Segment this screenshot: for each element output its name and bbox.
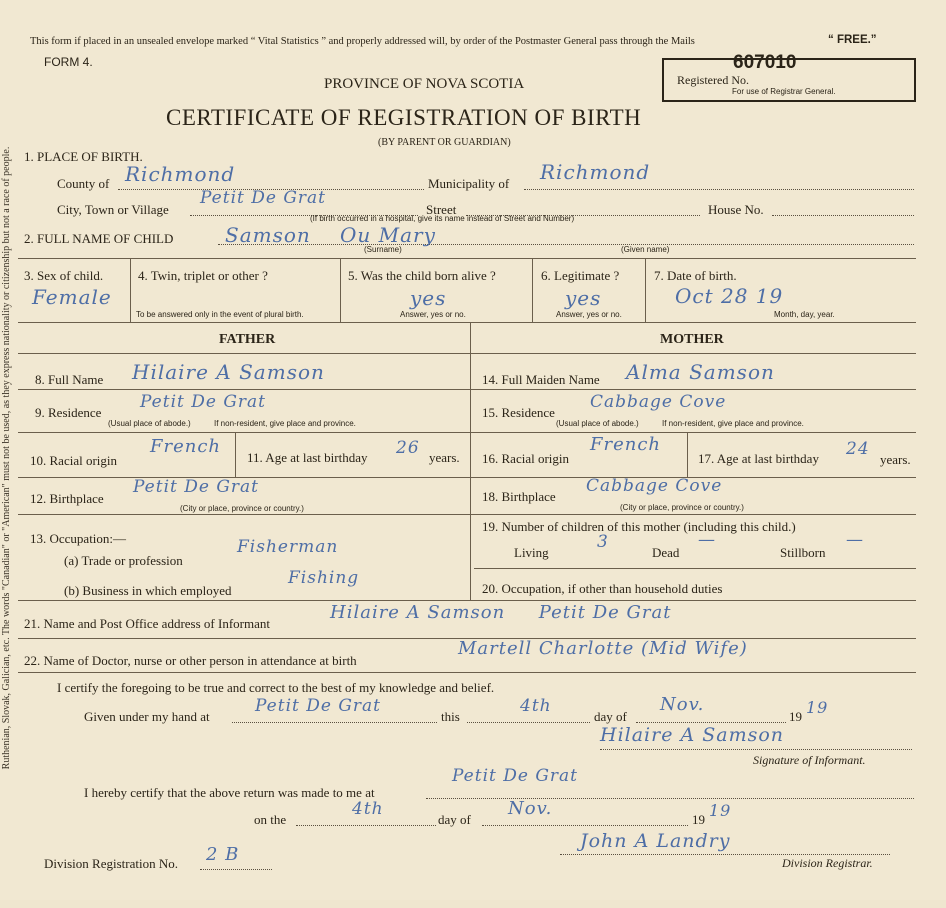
mother-name-value: Alma Samson [626,360,775,384]
province-heading: PROVINCE OF NOVA SCOTIA [324,76,525,92]
given-month-value: Nov. [660,694,705,715]
year-2-label: 19 [692,812,705,827]
municipality-value: Richmond [540,160,651,184]
registrar-signature: John A Landry [580,830,731,852]
dob-value: Oct 28 19 [675,284,784,308]
certificate-subtitle: (BY PARENT OR GUARDIAN) [378,137,511,148]
divider [130,258,131,322]
house-label: House No. [708,202,764,217]
doctor-label: 22. Name of Doctor, nurse or other person in attendance at birth [24,653,357,668]
division-no-label: Division Registration No. [44,856,178,871]
father-racial-value: French [150,436,222,457]
dead-value: — [698,530,716,550]
field-line [482,825,688,826]
informant-value: Hilaire A Samson Petit De Grat [330,602,672,623]
rule [18,258,916,259]
occupation-label: 13. Occupation:— [30,531,127,546]
street-label: Street [426,202,457,217]
field-line [200,869,272,870]
father-name-label: 8. Full Name [35,372,104,387]
rule [18,389,916,390]
rule [18,600,916,601]
year-label: 19 [789,709,802,724]
father-years-label: years. [429,450,460,465]
father-residence-value: Petit De Grat [140,392,267,412]
municipality-label: Municipality of [428,176,510,191]
father-abode-note: (Usual place of abode.) [108,419,191,428]
registered-number: 607010 [733,52,797,73]
given-name-value: Ou Mary [340,223,436,247]
alive-note: Answer, yes or no. [400,310,466,319]
mother-name-label: 14. Full Maiden Name [482,372,600,387]
father-age-label: 11. Age at last birthday [247,450,368,465]
return-month-value: Nov. [508,798,553,819]
hereby-label: I hereby certify that the above return was made to me at [84,785,375,800]
full-name-line [218,244,914,245]
children-label: 19. Number of children of this mother (including this child.) [482,519,796,534]
mother-heading: MOTHER [660,332,724,347]
mother-occupation-label: 20. Occupation, if other than household duties [482,581,723,596]
mother-city-note: (City or place, province or country.) [620,503,744,512]
rule [18,432,916,433]
certificate-title: CERTIFICATE OF REGISTRATION OF BIRTH [166,105,642,130]
house-line [772,215,914,216]
twin-label: 4. Twin, triplet or other ? [138,268,268,283]
divider [470,322,471,600]
city-value: Petit De Grat [200,188,327,208]
surname-value: Samson [225,223,311,247]
father-residence-label: 9. Residence [35,405,102,420]
mail-free: “ FREE.” [828,34,877,46]
stillborn-value: — [846,530,864,550]
day-of-2-label: day of [438,812,471,827]
divider [340,258,341,322]
divider [532,258,533,322]
dob-label: 7. Date of birth. [654,268,737,283]
county-value: Richmond [125,162,236,186]
division-no-value: 2 B [206,844,240,865]
mother-racial-label: 16. Racial origin [482,451,570,466]
divider [687,432,688,477]
mother-abode-note: (Usual place of abode.) [556,419,639,428]
living-label: Living [514,545,549,560]
rule [18,672,916,673]
return-day-value: 4th [352,799,384,819]
field-line [636,722,786,723]
given-name-caption: (Given name) [621,245,670,254]
given-day-value: 4th [520,696,552,716]
business-value: Fishing [288,568,360,588]
mother-nonres-note: If non-resident, give place and province. [662,419,804,428]
informant-label: 21. Name and Post Office address of Informant [24,616,270,631]
father-age-value: 26 [396,438,420,458]
legitimate-value: yes [565,286,602,310]
place-of-birth-label: 1. PLACE OF BIRTH. [24,149,143,164]
trade-label: (a) Trade or profession [64,553,183,568]
division-registrar-caption: Division Registrar. [782,856,873,870]
this-label: this [441,709,460,724]
municipality-line [524,189,914,190]
mother-age-value: 24 [846,439,870,459]
father-heading: FATHER [219,332,276,347]
return-year-value: 19 [709,801,732,820]
rule [18,514,916,515]
mother-racial-value: French [590,434,662,455]
field-line [467,722,590,723]
mother-residence-value: Cabbage Cove [590,392,727,412]
father-name-value: Hilaire A Samson [132,360,325,384]
mother-age-label: 17. Age at last birthday [698,451,819,466]
county-label: County of [57,176,110,191]
divider [235,432,236,477]
rule [18,322,916,323]
mail-note: This form if placed in an unsealed envelope marked “ Vital Statistics ” and properly addressed will, by order of the Postmaster General pass through the Mails [30,36,695,47]
mother-years-label: years. [880,452,911,467]
rule [18,353,916,354]
hospital-note: (If birth occurred in a hospital, give its name instead of Street and Number) [310,214,575,223]
mother-birthplace-label: 18. Birthplace [482,489,556,504]
field-line [232,722,437,723]
city-label: City, Town or Village [57,202,169,217]
father-city-note: (City or place, province or country.) [180,504,304,513]
mother-residence-label: 15. Residence [482,405,555,420]
informant-signature: Hilaire A Samson [600,724,785,746]
father-nonres-note: If non-resident, give place and province. [214,419,356,428]
father-birthplace-value: Petit De Grat [133,477,260,497]
dead-label: Dead [652,545,680,560]
legitimate-label: 6. Legitimate ? [541,268,620,283]
legitimate-note: Answer, yes or no. [556,310,622,319]
mother-birthplace-value: Cabbage Cove [586,476,723,496]
father-birthplace-label: 12. Birthplace [30,491,104,506]
return-at-value: Petit De Grat [452,766,579,786]
certify-text: I certify the foregoing to be true and correct to the best of my knowledge and belief. [57,680,495,695]
given-year-value: 19 [806,698,829,717]
alive-value: yes [410,286,447,310]
alive-label: 5. Was the child born alive ? [348,268,496,283]
given-at-value: Petit De Grat [255,696,382,716]
father-racial-label: 10. Racial origin [30,453,118,468]
dob-note: Month, day, year. [774,310,835,319]
registrar-note: For use of Registrar General. [732,87,836,96]
sex-value: Female [32,285,112,309]
field-line [296,825,436,826]
living-value: 3 [597,532,609,552]
registered-no-label: Registered No. [677,73,749,87]
surname-caption: (Surname) [364,245,402,254]
field-line [560,854,890,855]
divider [645,258,646,322]
given-under-label: Given under my hand at [84,709,210,724]
signature-informant-caption: Signature of Informant. [753,753,866,767]
form-number: FORM 4. [44,55,93,69]
side-note: Ruthenian, Slovak, Galician, etc. The words "Canadian" or "American" must not be used, as they express nationality or citizenship but not a race of people. [1,146,12,770]
full-name-label: 2. FULL NAME OF CHILD [24,231,174,246]
trade-value: Fisherman [237,537,339,557]
stillborn-label: Stillborn [780,545,826,560]
twin-note: To be answered only in the event of plural birth. [136,310,304,319]
day-of-label: day of [594,709,627,724]
field-line [600,749,912,750]
on-the-label: on the [254,812,287,827]
rule [474,568,916,569]
business-label: (b) Business in which employed [64,583,232,598]
doctor-value: Martell Charlotte (Mid Wife) [458,638,748,659]
field-line [426,798,914,799]
sex-label: 3. Sex of child. [24,268,104,283]
